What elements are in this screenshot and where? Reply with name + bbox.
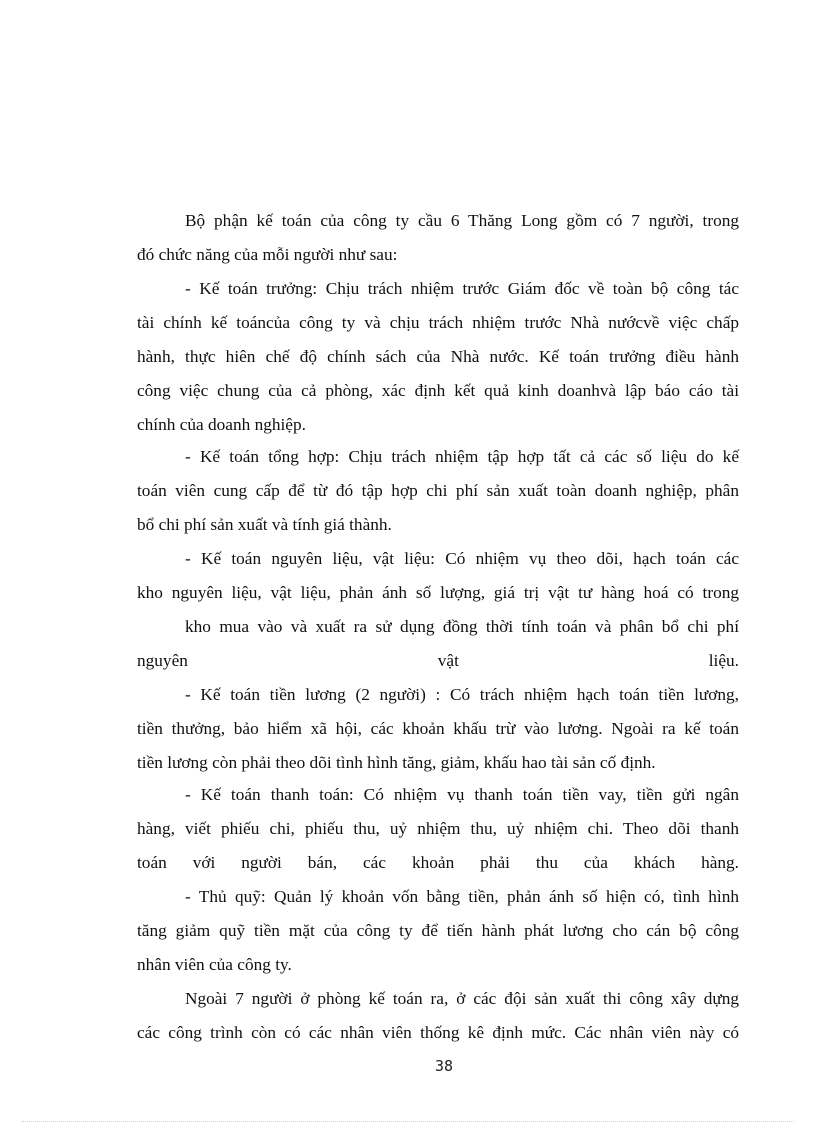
footer-divider bbox=[22, 1121, 794, 1122]
text-line: kho nguyên liệu, vật liệu, phản ánh số lượng, giá trị vật tư hàng hoá có trong bbox=[137, 583, 739, 602]
text-line: - Kế toán tiền lương (2 người) : Có trách nhiệm hạch toán tiền lương, bbox=[185, 685, 739, 704]
text-line: - Kế toán tổng hợp: Chịu trách nhiệm tập hợp tất cả các số liệu do kế bbox=[185, 447, 739, 466]
text-line: bổ chi phí sản xuất và tính giá thành. bbox=[137, 515, 392, 534]
text-line: các công trình còn có các nhân viên thống kê định mức. Các nhân viên này có bbox=[137, 1023, 739, 1042]
text-line: nguyên vật liệu. bbox=[137, 651, 739, 670]
text-line: chính của doanh nghiệp. bbox=[137, 415, 306, 434]
text-line: toán viên cung cấp để từ đó tập hợp chi phí sản xuất toàn doanh nghiệp, phân bbox=[137, 481, 739, 500]
text-line: toán với người bán, các khoản phải thu của khách hàng. bbox=[137, 853, 739, 872]
text-line: công việc chung của cả phòng, xác định kết quả kinh doanhvà lập báo cáo tài bbox=[137, 381, 739, 400]
page-number: 38 bbox=[434, 1057, 454, 1075]
text-line: Ngoài 7 người ở phòng kế toán ra, ở các đội sản xuất thi công xây dựng bbox=[185, 989, 739, 1008]
text-line: tài chính kế toáncủa công ty và chịu trách nhiệm trước Nhà nướcvề việc chấp bbox=[137, 313, 739, 332]
text-line: - Thủ quỹ: Quản lý khoản vốn bằng tiền, phản ánh số hiện có, tình hình bbox=[185, 887, 739, 906]
text-line: kho mua vào và xuất ra sử dụng đồng thời tính toán và phân bổ chi phí bbox=[185, 617, 739, 636]
text-line: tăng giảm quỹ tiền mặt của công ty để tiến hành phát lương cho cán bộ công bbox=[137, 921, 739, 940]
text-line: - Kế toán thanh toán: Có nhiệm vụ thanh toán tiền vay, tiền gửi ngân bbox=[185, 785, 739, 804]
text-line: Bộ phận kế toán của công ty cầu 6 Thăng Long gồm có 7 người, trong bbox=[185, 211, 739, 230]
text-line: - Kế toán nguyên liệu, vật liệu: Có nhiệm vụ theo dõi, hạch toán các bbox=[185, 549, 739, 568]
text-line: - Kế toán trưởng: Chịu trách nhiệm trước Giám đốc về toàn bộ công tác bbox=[185, 279, 739, 298]
text-line: nhân viên của công ty. bbox=[137, 955, 292, 974]
text-line: tiền lương còn phải theo dõi tình hình tăng, giảm, khấu hao tài sản cố định. bbox=[137, 753, 656, 772]
text-line: đó chức năng của mỗi người như sau: bbox=[137, 245, 398, 264]
text-line: hàng, viết phiếu chi, phiếu thu, uỷ nhiệm thu, uỷ nhiệm chi. Theo dõi thanh bbox=[137, 819, 739, 838]
text-line: tiền thưởng, bảo hiểm xã hội, các khoản khấu trừ vào lương. Ngoài ra kế toán bbox=[137, 719, 739, 738]
text-line: hành, thực hiên chế độ chính sách của Nhà nước. Kế toán trưởng điều hành bbox=[137, 347, 739, 366]
